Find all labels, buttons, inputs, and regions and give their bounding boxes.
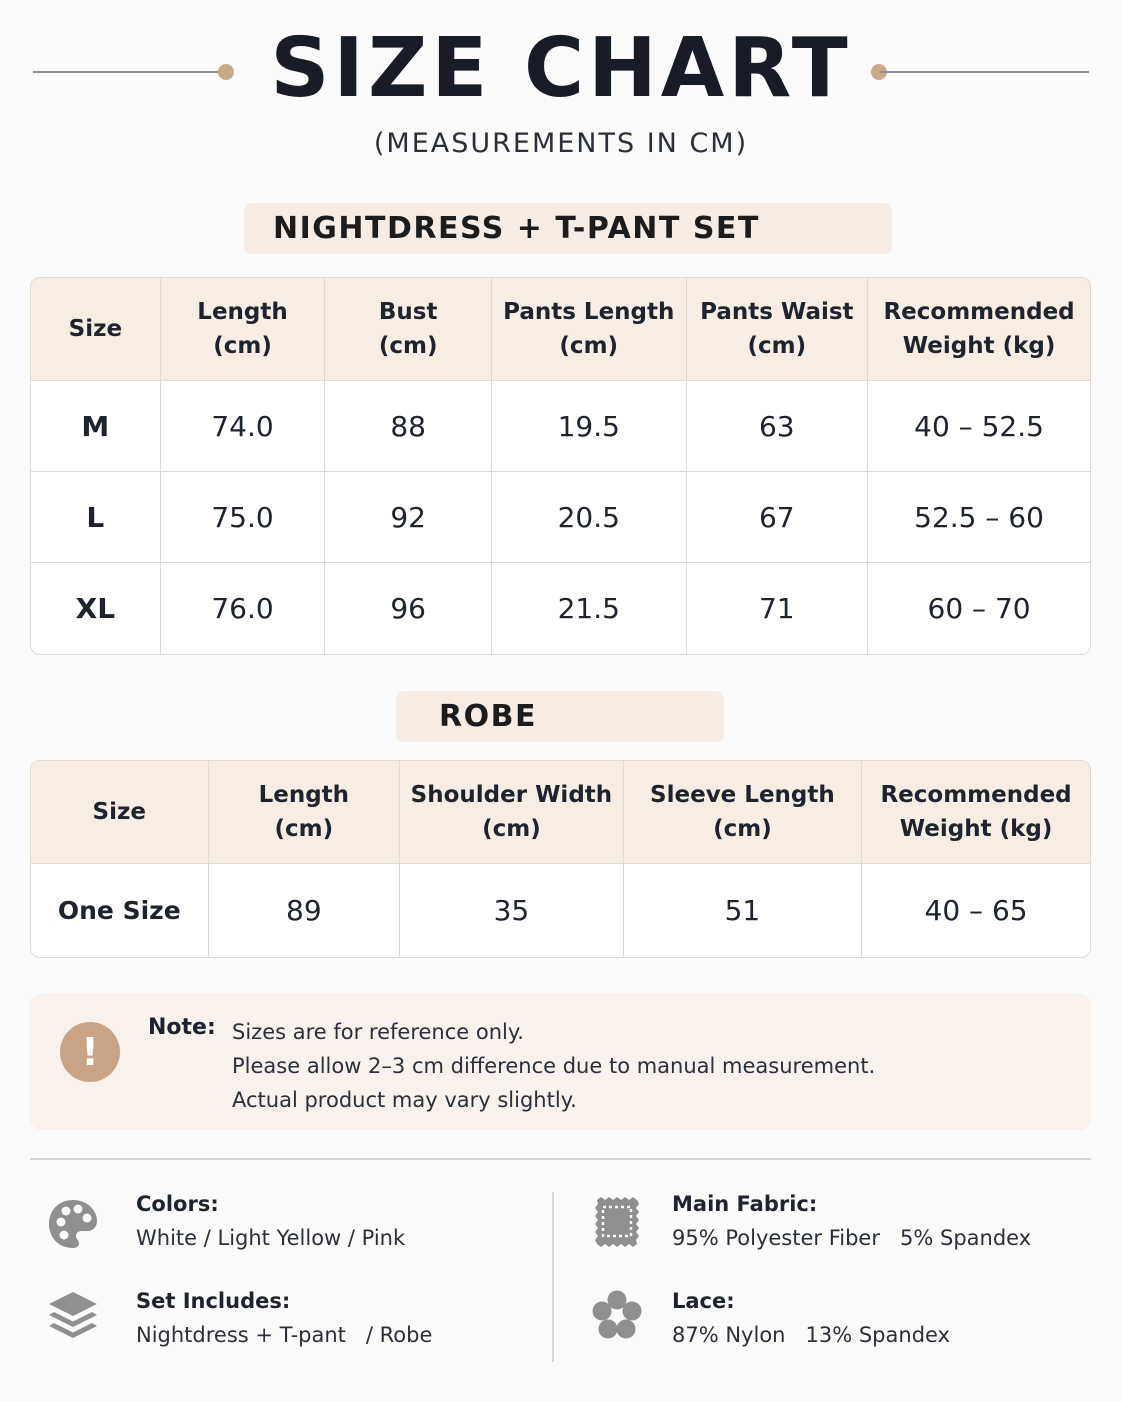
- column-header: Sleeve Length (cm): [624, 761, 862, 864]
- table-row: [31, 381, 1090, 472]
- main-fabric-value: 95% Polyester Fiber 5% Spandex: [672, 1226, 1032, 1250]
- column-header: Bust (cm): [325, 278, 492, 381]
- table-header-row: [31, 278, 1090, 381]
- table-cell: 96: [325, 563, 492, 654]
- column-header: Pants Waist (cm): [687, 278, 869, 381]
- lace-value: 87% Nylon 13% Spandex: [672, 1323, 951, 1347]
- table-row: [31, 563, 1090, 654]
- table-cell: 88: [325, 381, 492, 472]
- column-header: Pants Length (cm): [492, 278, 687, 381]
- table-cell: 51: [624, 864, 862, 957]
- set-size-table: [30, 277, 1091, 655]
- table-cell: 89: [209, 864, 401, 957]
- size-cell: XL: [31, 563, 161, 654]
- exclamation-icon: !: [60, 1022, 120, 1082]
- table-cell: 75.0: [161, 472, 326, 563]
- page-subtitle: (MEASUREMENTS IN CM): [373, 128, 749, 159]
- note-line: Please allow 2–3 cm difference due to manual measurement.: [232, 1054, 876, 1078]
- vertical-divider: [552, 1192, 554, 1362]
- note-label: Note:: [148, 1015, 216, 1040]
- fabric-swatch-icon: [589, 1194, 645, 1250]
- table-cell: 20.5: [492, 472, 687, 563]
- note-line: Sizes are for reference only.: [232, 1020, 524, 1044]
- size-cell: One Size: [31, 864, 209, 957]
- page-header: [0, 20, 1122, 170]
- layers-icon: [45, 1288, 101, 1344]
- table-cell: 35: [400, 864, 624, 957]
- flower-icon: [589, 1288, 645, 1344]
- table-cell: 60 – 70: [927, 592, 1031, 625]
- size-cell: M: [31, 381, 161, 472]
- note-line: Actual product may vary slightly.: [232, 1088, 577, 1112]
- table-row: [31, 472, 1090, 563]
- table-cell: 40 – 52.5: [868, 381, 1090, 472]
- table-cell: 71: [687, 563, 869, 654]
- palette-icon: [45, 1196, 101, 1252]
- set-includes-value: Nightdress + T-pant / Robe: [136, 1323, 433, 1347]
- table-cell: 74.0: [161, 381, 326, 472]
- note-text: [232, 1015, 875, 1117]
- table-cell: 40 – 65: [924, 894, 1028, 927]
- table-cell: 63: [687, 381, 869, 472]
- table-cell: 19.5: [492, 381, 687, 472]
- column-header: Length (cm): [209, 761, 401, 864]
- column-header: Size: [31, 278, 161, 381]
- table-header-row: [31, 761, 1090, 864]
- right-divider-line: [880, 71, 1089, 73]
- horizontal-divider: [30, 1158, 1091, 1160]
- note-box: [30, 993, 1091, 1130]
- table-cell: 92: [325, 472, 492, 563]
- table-cell: 67: [687, 472, 869, 563]
- set-section-label: NIGHTDRESS + T-PANT SET: [244, 203, 892, 254]
- page-title: SIZE CHART: [270, 21, 852, 116]
- column-header: Length (cm): [161, 278, 326, 381]
- column-header: Shoulder Width (cm): [400, 761, 624, 864]
- colors-title: Colors:: [136, 1192, 219, 1216]
- column-header: Recommended Weight (kg): [868, 278, 1090, 381]
- lace-title: Lace:: [672, 1289, 735, 1313]
- table-cell: 52.5 – 60: [868, 472, 1090, 563]
- table-row: [31, 864, 1090, 957]
- column-header: Size: [31, 761, 209, 864]
- set-includes-title: Set Includes:: [136, 1289, 291, 1313]
- robe-section-label: ROBE: [396, 691, 724, 742]
- table-cell: 21.5: [492, 563, 687, 654]
- robe-size-table: [30, 760, 1091, 958]
- size-cell: L: [31, 472, 161, 563]
- main-fabric-title: Main Fabric:: [672, 1192, 818, 1216]
- colors-value: White / Light Yellow / Pink: [136, 1226, 406, 1250]
- table-cell: 76.0: [161, 563, 326, 654]
- column-header: Recommended Weight (kg): [862, 761, 1090, 864]
